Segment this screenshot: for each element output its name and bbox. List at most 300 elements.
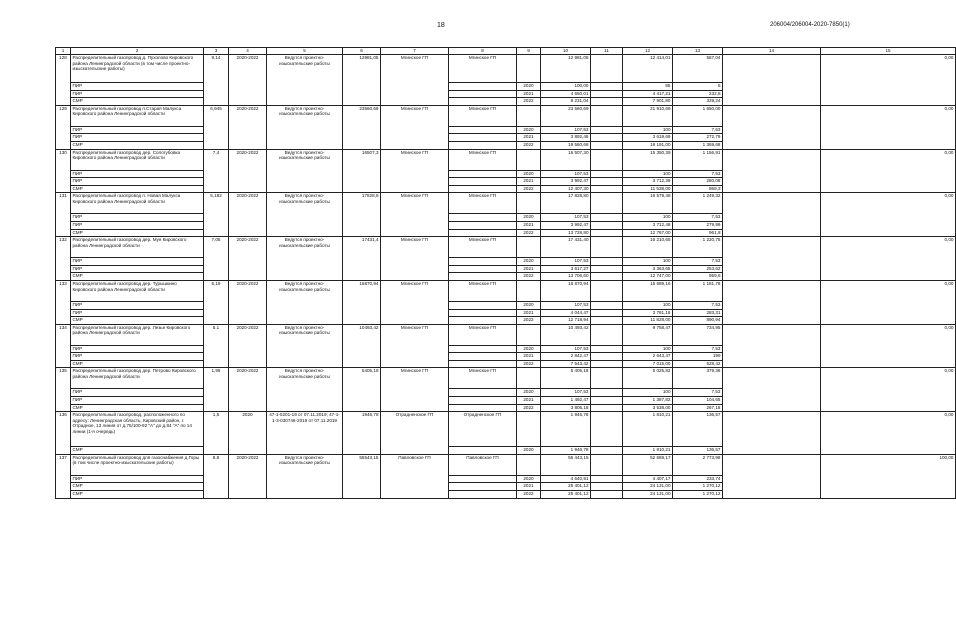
local-cell: 379,36 [673,368,723,389]
year-cell [517,193,541,214]
year-cell: 2022 [517,185,541,193]
empty-cell [449,389,517,397]
year-cell: 2020 [517,447,541,455]
year-cell: 2020 [517,301,541,309]
column-number: 1 [56,48,71,55]
status-cell: Ведутся проектно-изыскательские работы [267,55,343,106]
regional-cell: 21 910,69 [623,105,673,126]
work-type-cell: СМР [71,273,204,281]
amount-cell: 107,53 [541,301,591,309]
work-type-cell: СМР [71,229,204,237]
local-amount-cell: 1 270,12 [673,491,723,499]
work-type-cell: ПИР [71,126,204,134]
work-type-cell: ПИР [71,221,204,229]
empty-cell [591,185,623,193]
regional-amount-cell: 12 747,00 [623,273,673,281]
empty-cell [723,105,821,149]
page-number: 18 [437,22,445,29]
amount-cell: 1 946,78 [541,447,591,455]
amount-cell: 25 401,12 [541,483,591,491]
organization-cell: Мгинское ГП [381,280,449,324]
empty-cell [591,105,623,126]
empty-cell [449,345,517,353]
regional-amount-cell: 100 [623,126,673,134]
regional-cell: 12 414,01 [623,55,673,83]
cost-cell: 17828,8 [343,193,381,237]
regional-amount-cell: 3 363,65 [623,265,673,273]
year-cell [517,454,541,475]
cost-cell: 55543,15 [343,454,381,498]
readiness-cell: 0,00 [821,412,956,455]
readiness-cell: 100,00 [821,454,956,498]
column-number: 11 [591,48,623,55]
period-cell: 2020-2022 [229,193,267,237]
total-cell: 55 443,15 [541,454,591,475]
status-cell: Ведутся проектно-изыскательские работы [267,324,343,368]
work-type-cell: ПИР [71,353,204,361]
regional-amount-cell: 100 [623,258,673,266]
column-number: 6 [343,48,381,55]
table-row [56,412,956,447]
table-body [56,48,956,499]
work-type-cell: СМР [71,141,204,149]
customer-cell: Мгинское ГП [449,324,517,345]
local-amount-cell: 279,99 [673,221,723,229]
empty-cell [449,397,517,405]
length-cell: 1,95 [204,368,229,412]
column-number-row [56,48,956,55]
work-type-cell: ПИР [71,475,204,483]
amount-cell: 13 728,80 [541,229,591,237]
table-row [56,280,956,301]
amount-cell: 107,53 [541,345,591,353]
work-type-cell: СМР [71,491,204,499]
local-amount-cell: 7,53 [673,389,723,397]
amount-cell: 13 706,60 [541,273,591,281]
year-cell: 2021 [517,353,541,361]
local-cell: 1 220,75 [673,237,723,258]
cost-cell: 10493,42 [343,324,381,368]
empty-cell [591,280,623,301]
empty-cell [591,483,623,491]
empty-cell [591,475,623,483]
work-type-cell: ПИР [71,265,204,273]
empty-cell [591,98,623,106]
period-cell: 2020-2022 [229,454,267,498]
table-row [56,237,956,258]
local-amount-cell: 272,79 [673,134,723,142]
cost-cell: 17431,4 [343,237,381,281]
amount-cell: 3 805,18 [541,404,591,412]
regional-amount-cell: 100 [623,389,673,397]
organization-cell: Мгинское ГП [381,105,449,149]
table-row [56,324,956,345]
amount-cell: 12 407,30 [541,185,591,193]
object-name: Распределительный газопровод, расположенного по адресу: Ленинградская область, Кировский район, г. Отрадное, 13 линия от д.75/100-92 "А" до д.84 "А" по 14 линии (1-я очередь) [71,412,204,447]
work-type-cell: ПИР [71,301,204,309]
readiness-cell: 0,00 [821,105,956,149]
empty-cell [449,90,517,98]
regional-amount-cell: 95 [623,83,673,91]
length-cell: 9,14 [204,55,229,106]
work-type-cell: ПИР [71,309,204,317]
amount-cell: 3 992,47 [541,178,591,186]
empty-cell [449,185,517,193]
empty-cell [591,368,623,389]
customer-cell: Мгинское ГП [449,55,517,83]
amount-cell: 107,53 [541,258,591,266]
empty-cell [591,126,623,134]
amount-cell: 4 044,47 [541,309,591,317]
empty-cell [449,309,517,317]
year-cell: 2022 [517,360,541,368]
regional-amount-cell: 1 810,21 [623,447,673,455]
row-number: 132 [56,237,71,281]
cost-cell: 5405,18 [343,368,381,412]
amount-cell: 2 842,47 [541,353,591,361]
local-amount-cell: 7,53 [673,126,723,134]
empty-cell [449,178,517,186]
work-type-cell: СМР [71,404,204,412]
status-cell: Ведутся проектно-изыскательские работы [267,105,343,149]
status-cell: Ведутся проектно-изыскательские работы [267,368,343,412]
empty-cell [591,317,623,325]
empty-cell [591,83,623,91]
year-cell: 2022 [517,404,541,412]
work-type-cell: ПИР [71,90,204,98]
customer-cell: Мгинское ГП [449,280,517,301]
empty-cell [591,170,623,178]
year-cell: 2021 [517,221,541,229]
table-row [56,454,956,475]
empty-cell [449,214,517,222]
empty-cell [591,55,623,83]
local-amount-cell: 7,53 [673,258,723,266]
work-type-cell: ПИР [71,258,204,266]
total-cell: 12 981,05 [541,55,591,83]
regional-amount-cell: 3 712,48 [623,221,673,229]
readiness-cell: 0,00 [821,368,956,412]
regional-amount-cell: 11 538,00 [623,185,673,193]
local-amount-cell: 961,8 [673,229,723,237]
cost-cell: 23560,69 [343,105,381,149]
projects-table [55,47,956,499]
empty-cell [591,258,623,266]
total-cell: 16 870,94 [541,280,591,301]
total-cell: 17 431,40 [541,237,591,258]
year-cell: 2022 [517,317,541,325]
work-type-cell: ПИР [71,345,204,353]
object-name: Распределительный газопровод п. Новая Малукса Кировского района Ленинградской области [71,193,204,214]
work-type-cell: ПИР [71,134,204,142]
year-cell: 2021 [517,134,541,142]
length-cell: 5,19 [204,280,229,324]
empty-cell [591,324,623,345]
empty-cell [591,273,623,281]
amount-cell: 107,53 [541,389,591,397]
empty-cell [723,280,821,324]
regional-amount-cell: 24 131,00 [623,491,673,499]
empty-cell [449,126,517,134]
work-type-cell: СМР [71,360,204,368]
period-cell: 2020-2022 [229,368,267,412]
organization-cell: Мгинское ГП [381,237,449,281]
object-name: Распределительный газопровод д. Пухолово Кировского района Ленинградской области (в том числе проектно-изыскательские работы) [71,55,204,83]
row-number: 129 [56,105,71,149]
readiness-cell: 0,00 [821,149,956,193]
empty-cell [449,265,517,273]
total-cell: 23 560,69 [541,105,591,126]
regional-amount-cell: 100 [623,170,673,178]
empty-cell [591,404,623,412]
regional-amount-cell: 4 407,17 [623,475,673,483]
column-number: 15 [821,48,956,55]
year-cell [517,324,541,345]
empty-cell [449,475,517,483]
empty-cell [591,134,623,142]
empty-cell [591,389,623,397]
column-number: 13 [673,48,723,55]
period-cell: 2020-2022 [229,55,267,106]
organization-cell: Мгинское ГП [381,193,449,237]
amount-cell: 7 543,42 [541,360,591,368]
empty-cell [723,149,821,193]
empty-cell [449,98,517,106]
period-cell: 2020-2022 [229,324,267,368]
empty-cell [723,237,821,281]
column-number: 14 [723,48,821,55]
local-amount-cell: 1 369,68 [673,141,723,149]
year-cell [517,55,541,83]
empty-cell [591,141,623,149]
document-id: 206004/206004-2020-7850(1) [770,22,850,28]
empty-cell [591,345,623,353]
period-cell: 2020-2022 [229,237,267,281]
amount-cell: 1 492,47 [541,397,591,405]
amount-cell: 25 401,12 [541,491,591,499]
empty-cell [723,368,821,412]
total-cell: 5 405,18 [541,368,591,389]
year-cell [517,237,541,258]
amount-cell: 3 892,48 [541,134,591,142]
local-amount-cell: 253,62 [673,265,723,273]
length-cell: 6,945 [204,105,229,149]
empty-cell [591,149,623,170]
object-name: Распределительный газопровод дер. Муя Кировского района Ленинградской области [71,237,204,258]
work-type-cell: СМР [71,317,204,325]
local-amount-cell: 7,53 [673,345,723,353]
cost-cell: 12981,05 [343,55,381,106]
period-cell: 2020-2022 [229,280,267,324]
empty-cell [449,447,517,455]
organization-cell: Отрадненское ГП [381,412,449,455]
year-cell: 2022 [517,229,541,237]
empty-cell [449,134,517,142]
table-row [56,368,956,389]
local-cell: 1 650,00 [673,105,723,126]
row-number: 133 [56,280,71,324]
status-cell: Ведутся проектно-изыскательские работы [267,237,343,281]
regional-cell: 16 210,65 [623,237,673,258]
empty-cell [591,229,623,237]
empty-cell [591,353,623,361]
object-name: Распределительный газопровод дер. Сологубовка Кировского района Ленинградской области [71,149,204,170]
regional-amount-cell: 1 387,82 [623,397,673,405]
table-row [56,55,956,83]
empty-cell [591,360,623,368]
empty-cell [449,317,517,325]
empty-cell [591,301,623,309]
column-number: 4 [229,48,267,55]
regional-cell: 52 669,17 [623,454,673,475]
year-cell: 2021 [517,90,541,98]
empty-cell [449,170,517,178]
empty-cell [449,258,517,266]
empty-cell [591,90,623,98]
year-cell: 2022 [517,98,541,106]
local-cell: 567,04 [673,55,723,83]
work-type-cell: ПИР [71,170,204,178]
regional-cell: 1 810,21 [623,412,673,447]
empty-cell [591,454,623,475]
work-type-cell: ПИР [71,389,204,397]
local-amount-cell: 232,8 [673,90,723,98]
empty-cell [449,141,517,149]
row-number: 136 [56,412,71,455]
status-cell: Ведутся проектно-изыскательские работы [267,280,343,324]
work-type-cell: ПИР [71,83,204,91]
empty-cell [591,265,623,273]
status-cell: Ведутся проектно-изыскательские работы [267,454,343,498]
regional-cell: 15 689,16 [623,280,673,301]
empty-cell [449,360,517,368]
table-row [56,193,956,214]
row-number: 128 [56,55,71,106]
length-cell: 5,182 [204,193,229,237]
regional-amount-cell: 100 [623,214,673,222]
empty-cell [449,404,517,412]
empty-cell [723,324,821,368]
table-row [56,149,956,170]
regional-cell: 9 758,47 [623,324,673,345]
year-cell [517,412,541,447]
empty-cell [591,237,623,258]
year-cell: 2021 [517,265,541,273]
local-cell: 1 156,91 [673,149,723,170]
empty-cell [449,83,517,91]
period-cell: 2020-2022 [229,149,267,193]
year-cell: 2020 [517,83,541,91]
work-type-cell: СМР [71,483,204,491]
year-cell: 2020 [517,126,541,134]
work-type-cell: ПИР [71,397,204,405]
empty-cell [591,178,623,186]
local-amount-cell: 136,57 [673,447,723,455]
year-cell: 2020 [517,389,541,397]
empty-cell [591,397,623,405]
year-cell [517,280,541,301]
work-type-cell: ПИР [71,214,204,222]
local-amount-cell: 104,65 [673,397,723,405]
regional-amount-cell: 11 828,00 [623,317,673,325]
object-name: Распределительный газопровод дер. Петрово Кировского района Ленинградской области [71,368,204,389]
readiness-cell: 0,00 [821,280,956,324]
column-number: 8 [449,48,517,55]
row-number: 137 [56,454,71,498]
regional-cell: 15 350,39 [623,149,673,170]
cost-cell: 16507,3 [343,149,381,193]
empty-cell [723,55,821,106]
amount-cell: 100,00 [541,83,591,91]
empty-cell [449,273,517,281]
empty-cell [449,229,517,237]
row-number: 131 [56,193,71,237]
amount-cell: 3 992,47 [541,221,591,229]
regional-amount-cell: 12 767,00 [623,229,673,237]
length-cell: 1,5 [204,412,229,455]
local-amount-cell: 329,24 [673,98,723,106]
empty-cell [591,221,623,229]
local-cell: 734,95 [673,324,723,345]
column-number: 3 [204,48,229,55]
local-amount-cell: 1 270,12 [673,483,723,491]
amount-cell: 4 650,01 [541,90,591,98]
regional-amount-cell: 100 [623,345,673,353]
amount-cell: 107,53 [541,126,591,134]
status-cell: 47-1-0201-19 от 07.11.2019; 47-1-1-3-030746-2019 от 07.11.2019 [267,412,343,455]
local-amount-cell: 7,53 [673,214,723,222]
row-number: 135 [56,368,71,412]
empty-cell [591,491,623,499]
year-cell: 2020 [517,170,541,178]
status-cell: Ведутся проектно-изыскательские работы [267,149,343,193]
customer-cell: Мгинское ГП [449,149,517,170]
total-cell: 16 507,30 [541,149,591,170]
empty-cell [591,214,623,222]
cost-cell: 16870,94 [343,280,381,324]
year-cell: 2020 [517,475,541,483]
object-name: Распределительный газопровод дер. Лезье Кировского района Ленинградской области [71,324,204,345]
local-cell: 1 181,78 [673,280,723,301]
regional-cell: 5 025,82 [623,368,673,389]
year-cell: 2021 [517,397,541,405]
local-cell: 1 249,32 [673,193,723,214]
total-cell: 17 828,80 [541,193,591,214]
regional-cell: 16 579,48 [623,193,673,214]
readiness-cell: 0,00 [821,324,956,368]
length-cell: 7,05 [204,237,229,281]
amount-cell: 8 231,04 [541,98,591,106]
column-number: 2 [71,48,204,55]
year-cell: 2020 [517,258,541,266]
empty-cell [723,193,821,237]
period-cell: 2020-2022 [229,105,267,149]
column-number: 10 [541,48,591,55]
work-type-cell: ПИР [71,178,204,186]
column-number: 5 [267,48,343,55]
year-cell: 2021 [517,309,541,317]
empty-cell [449,491,517,499]
customer-cell: Павловское ГП [449,454,517,475]
empty-cell [591,193,623,214]
column-number: 9 [517,48,541,55]
regional-amount-cell: 3 712,39 [623,178,673,186]
organization-cell: Павловское ГП [381,454,449,498]
regional-amount-cell: 18 191,00 [623,141,673,149]
regional-amount-cell: 100 [623,301,673,309]
empty-cell [591,309,623,317]
organization-cell: Мгинское ГП [381,324,449,368]
